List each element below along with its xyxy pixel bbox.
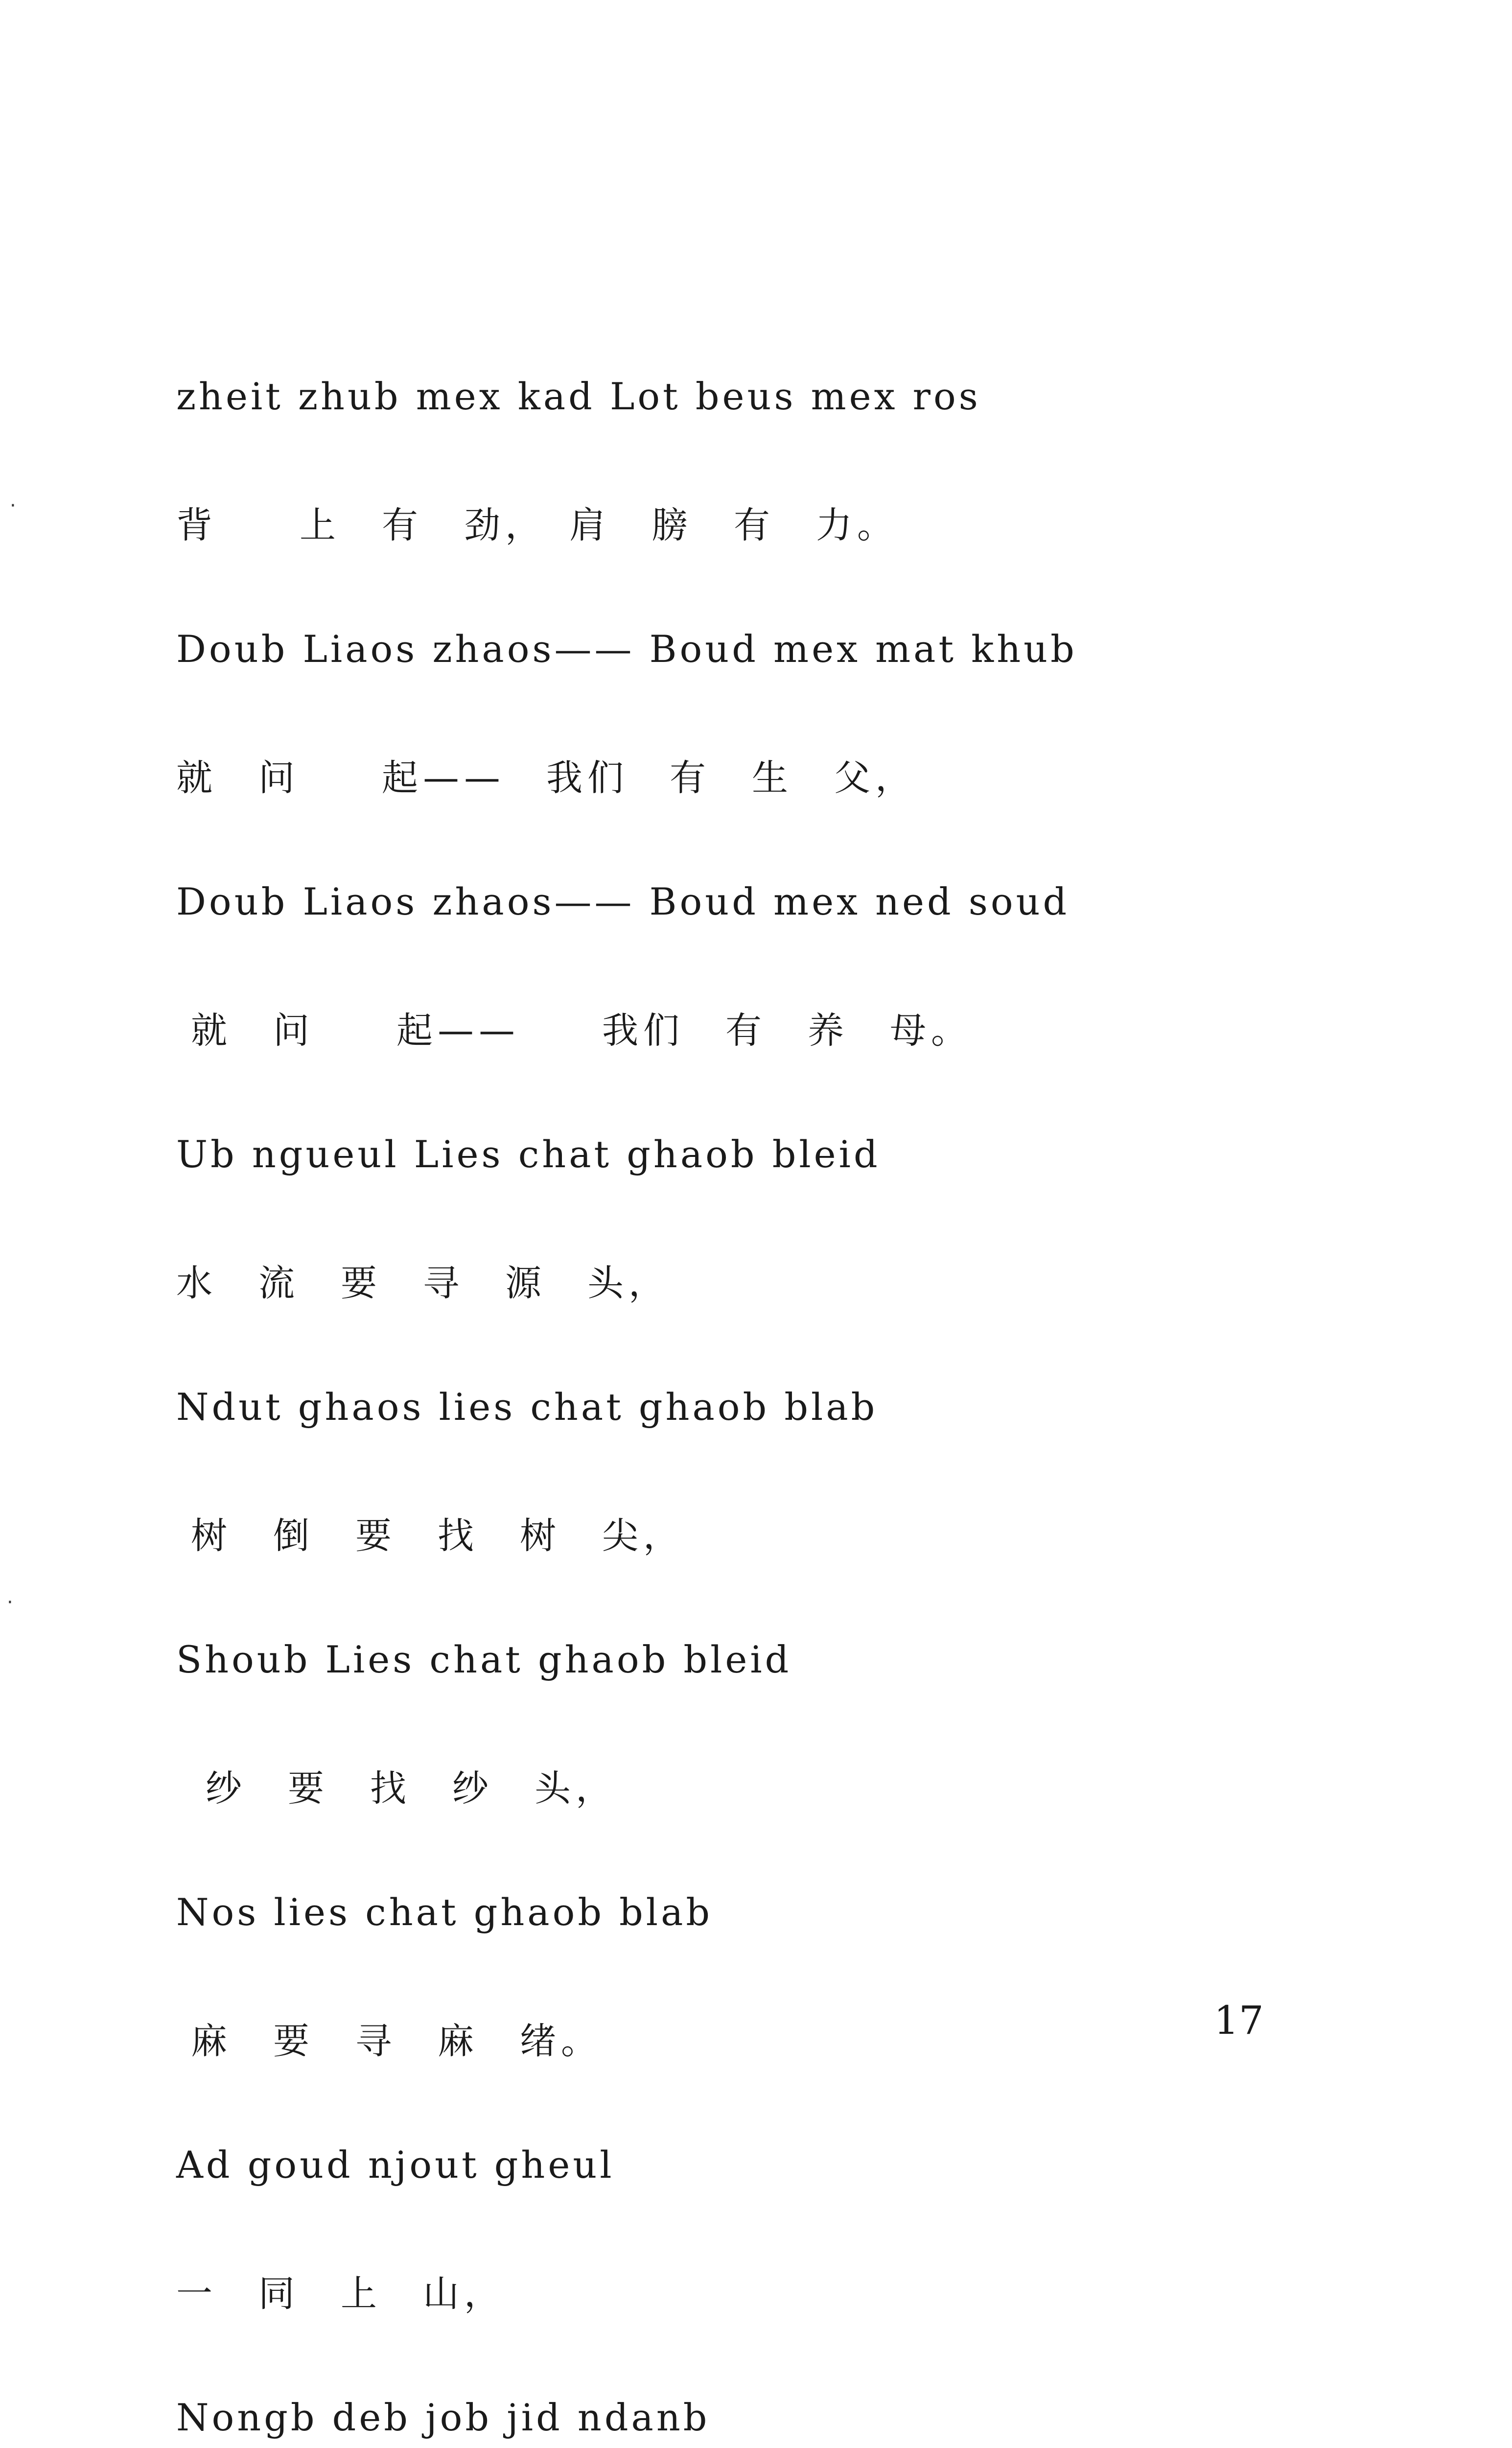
text-line-chinese: 就 问 起—— 我们 有 生 父， xyxy=(176,757,916,799)
text-line-romanized: Doub Liaos zhaos—— Boud mex ned soud xyxy=(176,879,1070,923)
text-line-romanized: Ndut ghaos lies chat ghaob blab xyxy=(176,1385,878,1429)
page-number: 17 xyxy=(1214,1998,1264,2043)
text-block xyxy=(176,333,1400,2448)
margin-speck: · xyxy=(7,1591,13,1614)
margin-speck: · xyxy=(10,494,16,517)
text-line-romanized: Ad goud njout gheul xyxy=(176,2142,615,2187)
text-line-romanized: Ub ngueul Lies chat ghaob bleid xyxy=(176,1132,881,1176)
text-line-romanized: Nongb deb job jid ndanb xyxy=(176,2395,710,2439)
text-line-chinese: 水 流 要 寻 源 头， xyxy=(176,1262,670,1304)
text-line-chinese: 背 上 有 劲， 肩 膀 有 力。 xyxy=(176,504,898,546)
text-line-romanized: Doub Liaos zhaos—— Boud mex mat khub xyxy=(176,627,1077,671)
text-line-romanized: zheit zhub mex kad Lot beus mex ros xyxy=(176,374,981,418)
text-line-romanized: Nos lies chat ghaob blab xyxy=(176,1890,713,1934)
text-line-chinese: 就 问 起—— 我们 有 养 母。 xyxy=(191,1010,972,1052)
text-line-chinese: 纱 要 找 纱 头， xyxy=(206,1767,617,1810)
text-line-chinese: 树 倒 要 找 树 尖， xyxy=(191,1515,684,1557)
text-line-chinese: 麻 要 寻 麻 绪。 xyxy=(191,2020,602,2062)
text-line-romanized: Shoub Lies chat ghaob bleid xyxy=(176,1637,792,1681)
text-line-chinese: 一 同 上 山， xyxy=(176,2273,505,2315)
